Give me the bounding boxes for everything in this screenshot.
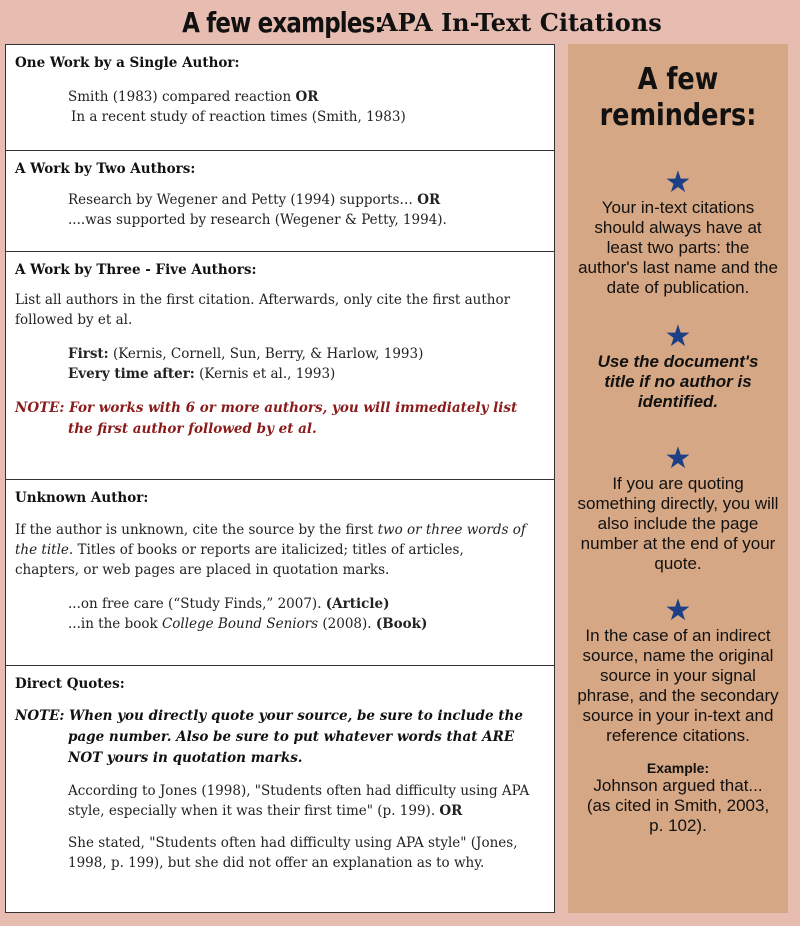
first-label: First: xyxy=(68,346,109,362)
note-text: NOTE: When you directly quote your source, be sure to include the page number. Also be sure to put whatever words that ARE NOT yours in quotation marks. xyxy=(15,708,523,766)
example-line xyxy=(15,594,545,614)
star-icon: ★ xyxy=(664,442,692,475)
reminder-1: Your in-text citations should always have at least two parts: the author's last name and the date of publication. xyxy=(578,198,778,297)
intro-italic: two or three words of the title xyxy=(15,522,526,558)
every-time-value: (Kernis et al., 1993) xyxy=(194,366,336,382)
section-unknown-author xyxy=(6,480,554,666)
section-title: Direct Quotes: xyxy=(15,676,125,692)
section-direct-quotes xyxy=(6,666,554,912)
example-line xyxy=(15,364,545,384)
book-label: (Book) xyxy=(375,616,428,632)
reminders-panel xyxy=(568,44,788,913)
section-three-five-authors xyxy=(6,252,554,480)
section-title: One Work by a Single Author: xyxy=(15,55,240,71)
reminders-title-line1: A few xyxy=(637,62,719,97)
intro-text: List all authors in the first citation. Afterwards, only cite the first author followed by et al. xyxy=(15,292,511,328)
example-label: Example: xyxy=(646,760,710,776)
example-text: ...in the book xyxy=(68,616,162,632)
citation-examples-panel xyxy=(5,44,555,913)
example-line xyxy=(15,614,545,634)
star-icon: ★ xyxy=(664,320,692,353)
intro-a: If the author is unknown, cite the source by the first xyxy=(15,522,378,538)
or-label: OR xyxy=(417,192,441,208)
reminders-title-line2: reminders: xyxy=(599,98,757,133)
example-line xyxy=(15,344,545,364)
example-line xyxy=(15,781,545,821)
example-text: (2008). xyxy=(318,616,376,632)
note-text: NOTE: For works with 6 or more authors, you will immediately list the first author followed by et al. xyxy=(15,400,518,437)
example-text: ...on free care (“Study Finds,” 2007). xyxy=(68,596,326,612)
section-title: A Work by Three - Five Authors: xyxy=(15,262,257,278)
section-title: A Work by Two Authors: xyxy=(15,161,196,177)
section-title: Unknown Author: xyxy=(15,490,149,506)
header-title-part2: APA In-Text Citations xyxy=(379,7,662,37)
example-line: In a recent study of reaction times (Smith, 1983) xyxy=(71,109,406,125)
star-icon: ★ xyxy=(664,166,692,199)
reminders-title xyxy=(585,62,772,134)
example-text: Smith (1983) compared reaction xyxy=(68,89,296,105)
intro-text xyxy=(15,520,545,580)
page-header xyxy=(0,0,800,44)
header-title-part1: A few examples: xyxy=(182,5,384,39)
example-line xyxy=(15,87,545,107)
reminder-4: In the case of an indirect source, name the original source in your signal phrase, and the secondary source in your in-text and reference citations. xyxy=(577,626,779,745)
example-text: Johnson argued that...(as cited in Smith, 2003, p. 102). xyxy=(586,776,770,835)
section-two-authors xyxy=(6,151,554,252)
every-time-label: Every time after: xyxy=(68,366,195,382)
or-label: OR xyxy=(295,89,319,105)
example-text: Research by Wegener and Petty (1994) supports… xyxy=(68,192,418,208)
reminder-2: Use the document's title if no author is identified. xyxy=(597,352,759,411)
first-value: (Kernis, Cornell, Sun, Berry, & Harlow, 1993) xyxy=(108,346,424,362)
section-single-author xyxy=(6,45,554,151)
reminder-3: If you are quoting something directly, you will also include the page number at the end of your quote. xyxy=(577,474,779,573)
article-label: (Article) xyxy=(325,596,390,612)
book-title: College Bound Seniors xyxy=(161,616,319,632)
example-line xyxy=(15,190,545,210)
or-label: OR xyxy=(439,803,463,819)
example-line: She stated, "Students often had difficulty using APA style" (Jones, 1998, p. 199), but she did not offer an explanation as to why. xyxy=(68,835,518,871)
example-line: ....was supported by research (Wegener & Petty, 1994). xyxy=(68,212,447,228)
intro-b: . Titles of books or reports are italicized; titles of articles, chapters, or web pages are placed in quotation marks. xyxy=(15,542,464,578)
example-text: According to Jones (1998), "Students often had difficulty using APA style, especially when it was their first time" (p. 199). xyxy=(68,783,530,819)
star-icon: ★ xyxy=(664,594,692,627)
